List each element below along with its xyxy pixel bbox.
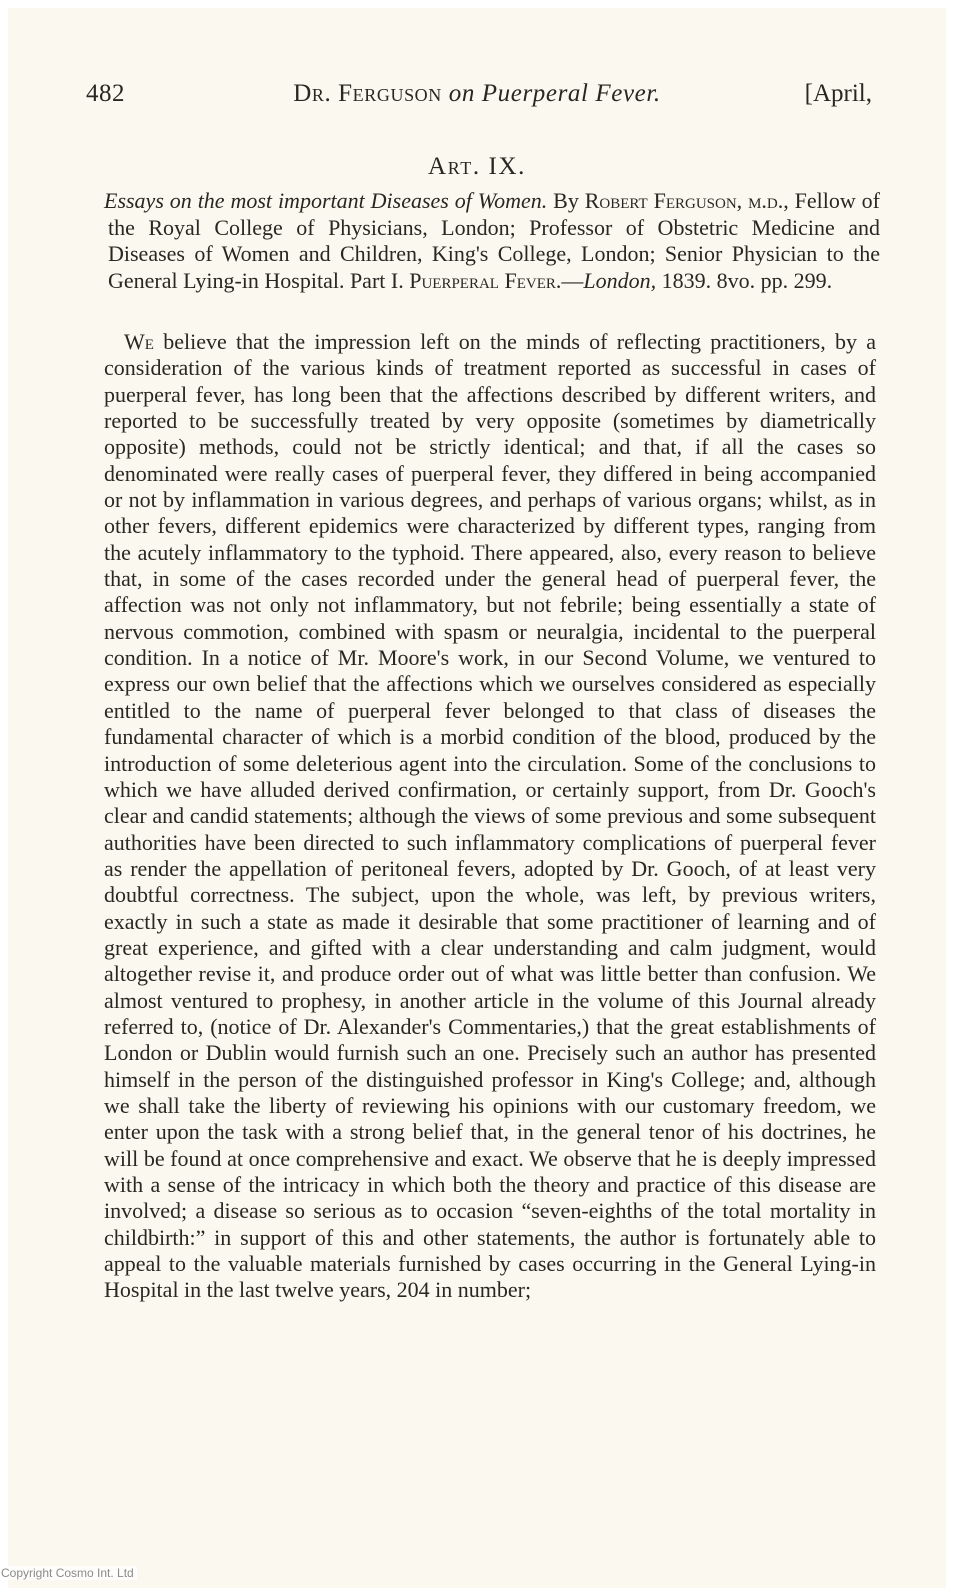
citation-author: Robert Ferguson, — [584, 188, 743, 213]
citation-by: By — [553, 188, 579, 213]
document-page — [8, 8, 946, 1588]
running-head-month: [April, — [804, 80, 872, 107]
running-title-author: Dr. Ferguson — [293, 80, 442, 107]
running-head — [8, 80, 946, 114]
running-title-topic: Puerperal Fever. — [481, 80, 661, 107]
page-number: 482 — [86, 80, 125, 107]
article-heading: Art. IX. — [428, 153, 526, 180]
citation-imprint: 1839. 8vo. pp. 299. — [661, 267, 833, 293]
opening-word: We — [124, 329, 154, 354]
citation-degree: m.d., — [748, 188, 789, 213]
body-paragraph — [104, 329, 876, 1304]
citation-part-title: Puerperal Fever. — [409, 267, 562, 293]
book-title: Essays on the most important Diseases of Women. — [104, 188, 548, 213]
body-text: believe that the impression left on the minds of reflecting practitioners, by a consideration of the various kinds of treatment reported as successful in cases of puerperal fever, has long been that the affections described by different writers, and reported to be successfully treated by very opposite (sometimes by diametrically opposite) methods, could not be strictly identical; and that, if all the cases so denominated were really cases of puerperal fever, they differed in being accompanied or not by inflammation in various degrees, and perhaps of various organs; whilst, as in other fevers, different epidemics were characterized by different types, ranging from the acutely inflammatory to the typhoid. There appeared, also, every reason to believe that, in some of the cases recorded under the general head of puerperal fever, the affection was not only not inflammatory, but not febrile; being essentially a state of nervous commotion, combined with spasm or neuralgia, incidental to the puerperal condition. In a notice of Mr. Moore's work, in our Second Volume, we ventured to express our own belief that the affections which we ourselves considered as especially entitled to the name of puerperal fever belonged to that class of diseases the fundamental character of which is a morbid condition of the blood, produced by the introduction of some deleterious agent into the circulation. Some of the conclusions to which we have alluded derived confirmation, or certainly support, from Dr. Gooch's clear and candid statements; although the views of some previous and some subsequent authorities have been directed to such inflammatory complications of puerperal fever as render the appellation of peritoneal fevers, adopted by Dr. Gooch, of at least very doubtful correctness. The subject, upon the whole, was left, by previous writers, exactly in such a state as made it desirable that some practitioner of learning and of great experience, and gifted with a clear understanding and calm judgment, would altogether revise it, and produce order out of what was little better than confusion. We almost ventured to prophesy, in another article in the volume of this Journal already referred to, (notice of Dr. Alexander's Commentaries,) that the great establishments of London or Dublin would furnish such an one. Precisely such an author has presented himself in the person of the distinguished professor in King's College; and, although we shall take the liberty of reviewing his opinions with our customary freedom, we enter upon the task with a strong belief that, in the general tenor of his doctrines, he will be found at once comprehensive and exact. We observe that he is deeply impressed with a sense of the intricacy in which both the theory and practice of this disease are involved; a disease so serious as to occasion “seven-eighths of the total mortality in childbirth:” in support of this and other statements, the author is fortunately able to appeal to the valuable materials furnished by cases occurring in the General Lying-in Hospital in the last twelve years, 204 in number; — [104, 329, 877, 1303]
citation-affiliations: Fellow of the Royal College of Physicians, London; Professor of Obstetric Medicine and Diseases of Women and Children, King's College, London; Senior Physician to the General Lying-in Hospital. Part I. — [108, 188, 880, 293]
citation-place: London, — [583, 267, 657, 293]
copyright-footer: Copyright Cosmo Int. Ltd — [0, 1566, 137, 1580]
book-citation: Essays on the most important Diseases of Women. By Robert Ferguson, m.d., Fellow of the Royal College of Physicians, London; Professor of Obstetric Medicine and Diseases of Women and Children, King's College, London; Senior Physician to the General Lying-in Hospital. Part I. Puerperal Fever.—London, 1839. 8vo. pp. 299. — [104, 188, 880, 293]
running-title-connector: on — [448, 80, 475, 107]
